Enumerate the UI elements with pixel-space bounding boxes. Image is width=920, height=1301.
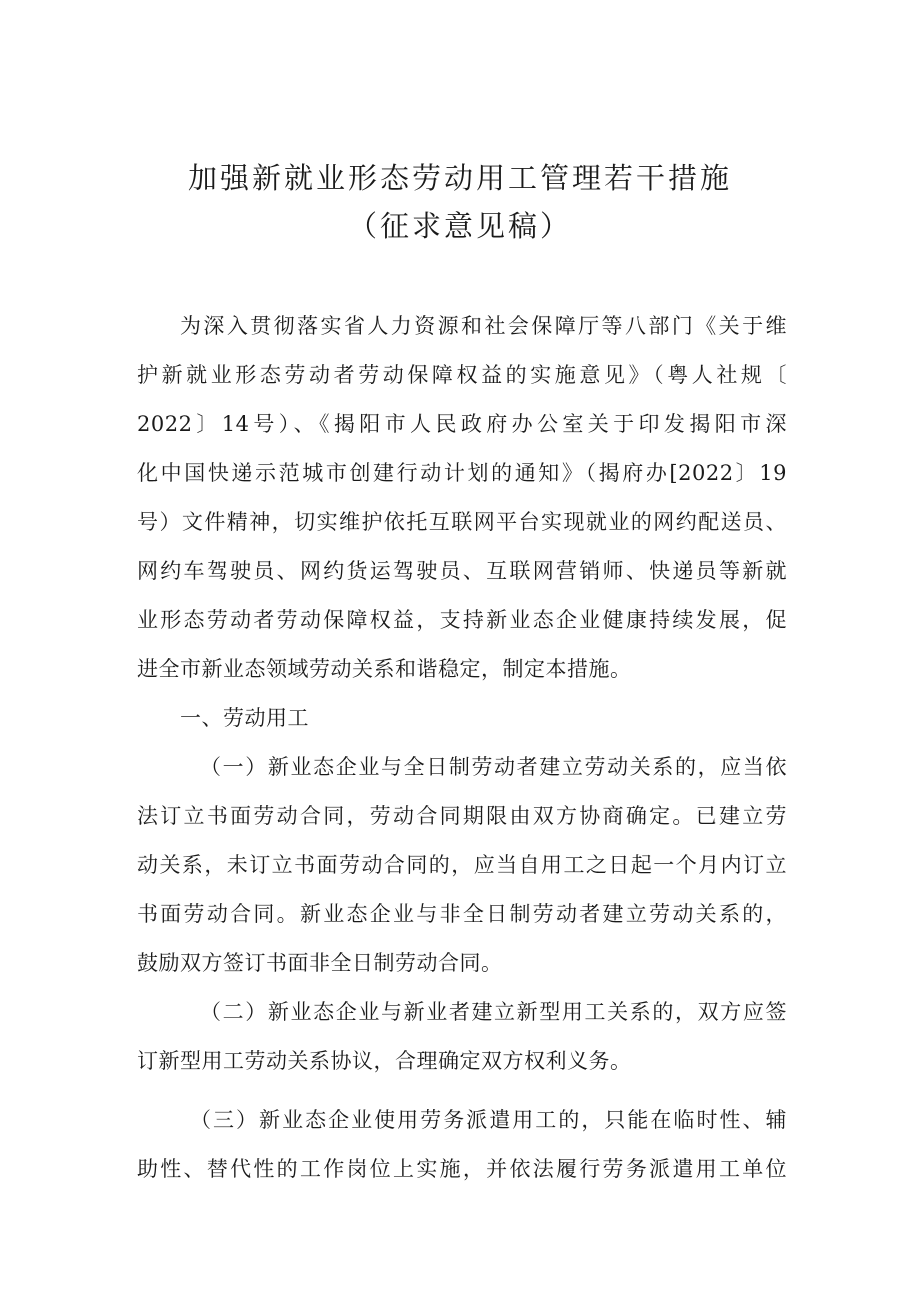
item-line: （三）新业态企业使用劳务派遣用工的，只能在临时性、辅: [190, 1108, 787, 1132]
intro-line: 网约车驾驶员、网约货运驾驶员、互联网营销师、快递员等新就: [137, 559, 787, 583]
intro-line: 为深入贯彻落实省人力资源和社会保障厅等八部门《关于维: [180, 314, 787, 338]
document-title: 加强新就业形态劳动用工管理若干措施: [187, 161, 732, 195]
item-line: 助性、替代性的工作岗位上实施，并依法履行劳务派遣用工单位: [137, 1157, 787, 1181]
document-subtitle: （征求意见稿）: [347, 209, 572, 243]
intro-line: 号）文件精神，切实维护依托互联网平台实现就业的网约配送员、: [137, 510, 787, 534]
item-line: 订新型用工劳动关系协议，合理确定双方权利义务。: [137, 1049, 632, 1073]
intro-line: 业形态劳动者劳动保障权益，支持新业态企业健康持续发展，促: [137, 608, 787, 632]
item-line: 动关系，未订立书面劳动合同的，应当自用工之日起一个月内订立: [137, 853, 787, 877]
item-line: 法订立书面劳动合同，劳动合同期限由双方协商确定。已建立劳: [137, 804, 787, 828]
item-line: （二）新业态企业与新业者建立新型用工关系的，双方应签: [200, 1000, 787, 1024]
item-line: （一）新业态企业与全日制劳动者建立劳动关系的，应当依: [200, 755, 787, 779]
section-heading: 一、劳动用工: [180, 706, 309, 730]
item-line: 书面劳动合同。新业态企业与非全日制劳动者建立劳动关系的，: [137, 902, 787, 926]
intro-line: 化中国快递示范城市创建行动计划的通知》（揭府办[2022〕19: [137, 461, 787, 485]
intro-line: 2022〕14号）、《揭阳市人民政府办公室关于印发揭阳市深: [137, 412, 787, 436]
intro-line: 护新就业形态劳动者劳动保障权益的实施意见》（粤人社规〔: [137, 363, 787, 387]
item-line: 鼓励双方签订书面非全日制劳动合同。: [137, 951, 503, 975]
intro-line: 进全市新业态领域劳动关系和谐稳定，制定本措施。: [137, 657, 632, 681]
